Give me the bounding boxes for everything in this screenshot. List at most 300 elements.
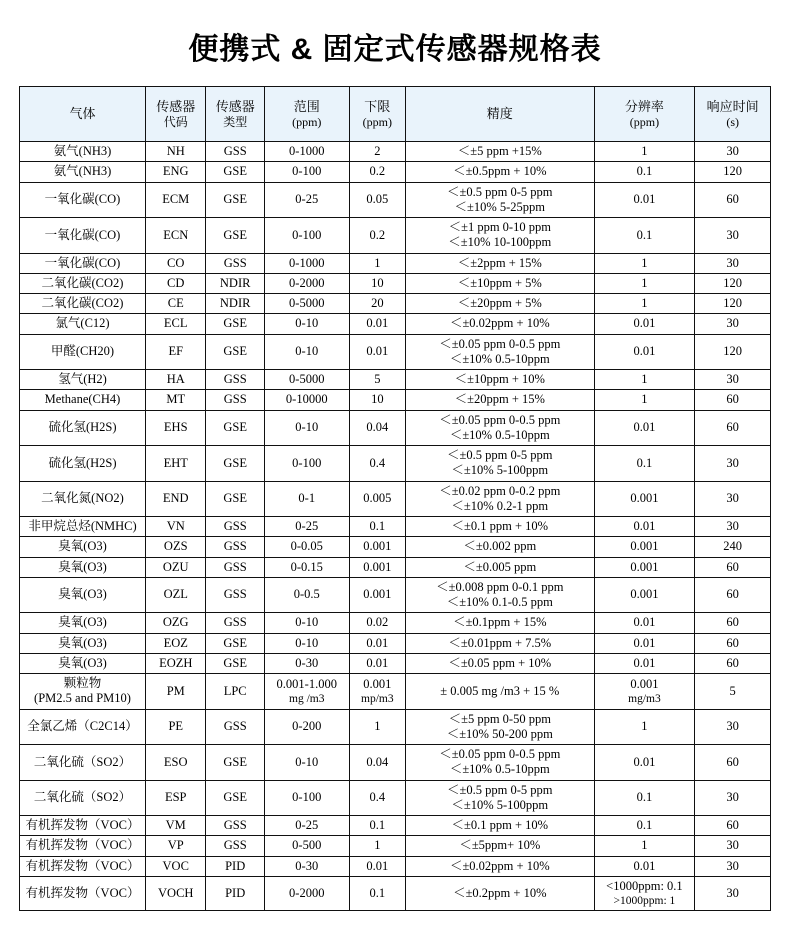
cell-accuracy-line1: ＜±0.05 ppm 0-0.5 ppm <box>439 412 561 427</box>
cell-response-time-line: 60 <box>726 818 739 832</box>
table-row <box>20 780 771 816</box>
cell-sensor-type <box>206 856 264 876</box>
cell-gas <box>20 557 146 577</box>
cell-sensor-code <box>146 273 206 293</box>
cell-lower-limit <box>349 537 405 557</box>
cell-sensor-code <box>146 780 206 816</box>
cell-response-time-line: 30 <box>726 885 739 900</box>
cell-sensor-type-line: GSE <box>223 491 247 506</box>
cell-sensor-code-line: ECM <box>162 192 190 207</box>
cell-accuracy <box>406 390 595 410</box>
cell-sensor-type-line: GSE <box>223 420 247 435</box>
cell-sensor-code <box>146 218 206 254</box>
cell-response-time <box>695 142 771 162</box>
cell-sensor-code <box>146 613 206 633</box>
table-row <box>20 162 771 182</box>
cell-response-time-line: 120 <box>723 296 743 310</box>
cell-range-line: 0-10 <box>295 635 319 650</box>
cell-range <box>264 390 349 410</box>
cell-sensor-code <box>146 537 206 557</box>
cell-gas <box>20 253 146 273</box>
cell-response-time-line: 60 <box>726 420 739 435</box>
cell-lower-limit-line: 0.05 <box>366 192 389 207</box>
cell-response-time-line: 30 <box>726 719 739 734</box>
cell-sensor-type <box>206 709 264 745</box>
col-header-response-time-main: 响应时间 <box>706 98 759 114</box>
cell-sensor-type <box>206 410 264 446</box>
cell-sensor-type <box>206 745 264 781</box>
cell-lower-limit-line: 0.01 <box>366 655 389 670</box>
cell-accuracy-line1: ＜±0.02ppm + 10% <box>449 316 550 331</box>
cell-resolution <box>594 816 695 836</box>
cell-accuracy-line1: ＜±0.02ppm + 10% <box>449 858 550 873</box>
cell-gas-line: 臭氧(O3) <box>58 655 107 670</box>
table-row <box>20 370 771 390</box>
cell-response-time <box>695 370 771 390</box>
cell-sensor-type-line: GSE <box>223 455 247 470</box>
table-row <box>20 674 771 710</box>
cell-resolution-line: 0.01 <box>633 655 656 670</box>
cell-range <box>264 273 349 293</box>
cell-gas-line: 臭氧(O3) <box>58 635 107 650</box>
cell-gas-line: 二氧化氮(NO2) <box>41 491 124 506</box>
cell-resolution <box>594 370 695 390</box>
cell-accuracy-line1: ＜±1 ppm 0-10 ppm <box>448 220 551 234</box>
cell-lower-limit-line: 5 <box>374 372 381 386</box>
table-row <box>20 142 771 162</box>
cell-range <box>264 745 349 781</box>
cell-range <box>264 294 349 314</box>
cell-gas <box>20 613 146 633</box>
cell-lower-limit <box>349 709 405 745</box>
cell-lower-limit-line: 0.2 <box>369 164 386 179</box>
cell-accuracy <box>406 674 595 710</box>
cell-sensor-type-line: GSE <box>223 790 247 805</box>
cell-lower-limit <box>349 836 405 856</box>
cell-resolution <box>594 273 695 293</box>
cell-lower-limit <box>349 745 405 781</box>
cell-accuracy-line1: ＜±2ppm + 15% <box>457 255 542 270</box>
cell-lower-limit <box>349 446 405 482</box>
cell-accuracy-line1: ＜±20ppm + 15% <box>454 392 545 407</box>
cell-sensor-code <box>146 674 206 710</box>
cell-accuracy <box>406 334 595 370</box>
cell-resolution-line: 0.001 <box>630 587 659 602</box>
cell-range-line: 0-100 <box>292 455 322 470</box>
cell-range-line: 0-100 <box>292 164 322 179</box>
cell-gas-line: 全氯乙烯（C2C14） <box>27 719 138 734</box>
cell-resolution-line: 0.01 <box>633 344 656 359</box>
cell-resolution <box>594 653 695 673</box>
page-title: 便携式 & 固定式传感器规格表 <box>188 33 602 66</box>
cell-lower-limit-line: 0.02 <box>366 615 389 630</box>
cell-gas <box>20 370 146 390</box>
cell-range <box>264 674 349 710</box>
cell-gas-line: 有机挥发物（VOC） <box>25 838 140 853</box>
cell-sensor-code <box>146 410 206 446</box>
cell-resolution-line: 0.001 <box>630 559 659 574</box>
cell-resolution-sub: >1000ppm: 1 <box>613 895 676 907</box>
cell-accuracy <box>406 653 595 673</box>
cell-accuracy <box>406 517 595 537</box>
cell-lower-limit-line: 1 <box>374 719 381 734</box>
cell-lower-limit-line: 10 <box>371 275 384 290</box>
cell-sensor-code <box>146 876 206 910</box>
cell-range <box>264 653 349 673</box>
cell-response-time-line: 30 <box>726 372 739 386</box>
cell-range-line: 0-10 <box>295 420 319 435</box>
cell-response-time <box>695 709 771 745</box>
cell-gas-line: 氢气(H2) <box>58 372 107 386</box>
cell-range-line: 0-5000 <box>289 372 325 386</box>
cell-range <box>264 709 349 745</box>
table-row <box>20 745 771 781</box>
cell-response-time-line: 60 <box>726 635 739 650</box>
cell-accuracy <box>406 410 595 446</box>
cell-response-time-line: 30 <box>726 858 739 873</box>
cell-resolution-line: 1 <box>641 392 648 407</box>
cell-sensor-code <box>146 334 206 370</box>
cell-sensor-code <box>146 162 206 182</box>
cell-gas-line: 硫化氢(H2S) <box>48 420 117 435</box>
cell-gas-line: 一氧化碳(CO) <box>44 255 121 270</box>
cell-accuracy <box>406 557 595 577</box>
col-header-range <box>264 87 349 142</box>
cell-gas <box>20 816 146 836</box>
cell-resolution <box>594 557 695 577</box>
cell-sensor-type <box>206 836 264 856</box>
cell-accuracy <box>406 876 595 910</box>
col-header-response-time <box>695 87 771 142</box>
cell-lower-limit <box>349 557 405 577</box>
cell-sensor-code <box>146 370 206 390</box>
cell-accuracy-line1: ＜±0.005 ppm <box>463 559 537 574</box>
cell-range-line: 0-2000 <box>289 275 325 290</box>
cell-lower-limit <box>349 613 405 633</box>
cell-resolution-line: 0.1 <box>636 227 653 242</box>
table-row <box>20 273 771 293</box>
table-body <box>20 142 771 911</box>
cell-gas-line: 硫化氢(H2S) <box>48 455 117 470</box>
col-header-gas-main: 气体 <box>69 106 96 122</box>
cell-lower-limit-line: 0.4 <box>369 455 386 470</box>
cell-lower-limit <box>349 517 405 537</box>
cell-lower-limit-line: 1 <box>374 838 381 853</box>
cell-sensor-type <box>206 253 264 273</box>
cell-resolution-line: 1 <box>641 838 648 853</box>
cell-sensor-code-line: CE <box>167 296 184 310</box>
cell-sensor-code <box>146 856 206 876</box>
cell-resolution-line: 0.01 <box>633 615 656 630</box>
cell-sensor-type-line: GSE <box>223 164 247 179</box>
cell-sensor-type-line: GSS <box>223 719 247 734</box>
cell-response-time <box>695 314 771 334</box>
cell-accuracy-line1: ＜±20ppm + 5% <box>457 296 542 310</box>
cell-accuracy-line1: ＜±0.5 ppm 0-5 ppm <box>447 782 553 797</box>
cell-lower-limit-line: 0.01 <box>366 858 389 873</box>
cell-sensor-type <box>206 273 264 293</box>
cell-resolution <box>594 517 695 537</box>
cell-accuracy-line1: ＜±5 ppm 0-50 ppm <box>448 711 551 726</box>
cell-resolution-line: 0.1 <box>636 164 653 179</box>
cell-accuracy-line2: ＜±10% 0.1-0.5 ppm <box>446 595 553 609</box>
cell-response-time-line: 60 <box>726 655 739 670</box>
cell-gas <box>20 218 146 254</box>
cell-response-time-line: 30 <box>726 455 739 470</box>
cell-accuracy <box>406 446 595 482</box>
cell-lower-limit-line: 1 <box>374 255 381 270</box>
header-row <box>20 87 771 142</box>
cell-lower-limit <box>349 218 405 254</box>
cell-lower-limit-line: 0.04 <box>366 754 389 769</box>
cell-response-time-line: 30 <box>726 227 739 242</box>
table-row <box>20 557 771 577</box>
cell-gas <box>20 273 146 293</box>
cell-range-line: 0-30 <box>295 858 319 873</box>
cell-gas-line: 一氧化碳(CO) <box>44 227 121 242</box>
cell-accuracy-line1: ＜±0.5ppm + 10% <box>453 164 547 179</box>
cell-gas <box>20 390 146 410</box>
cell-range <box>264 218 349 254</box>
table-row <box>20 410 771 446</box>
cell-gas-line: 二氧化碳(CO2) <box>41 275 124 290</box>
cell-resolution <box>594 674 695 710</box>
cell-gas-line: 臭氧(O3) <box>58 587 107 602</box>
cell-range <box>264 876 349 910</box>
cell-response-time <box>695 745 771 781</box>
cell-response-time-line: 60 <box>726 559 739 574</box>
cell-range-line: 0-200 <box>292 719 322 734</box>
cell-lower-limit-line: 0.1 <box>369 519 386 533</box>
cell-lower-limit <box>349 674 405 710</box>
table-row <box>20 446 771 482</box>
cell-sensor-code-line: ECN <box>163 227 189 242</box>
cell-sensor-code-line: OZL <box>163 587 188 602</box>
cell-gas-line: Methane(CH4) <box>44 392 121 407</box>
cell-resolution <box>594 218 695 254</box>
cell-response-time <box>695 876 771 910</box>
cell-sensor-code <box>146 577 206 613</box>
cell-accuracy <box>406 370 595 390</box>
cell-response-time-line: 30 <box>726 255 739 270</box>
col-header-sensor-type <box>206 87 264 142</box>
sensor-spec-table <box>19 86 771 911</box>
cell-accuracy <box>406 294 595 314</box>
cell-gas-line: 氨气(NH3) <box>53 164 112 179</box>
cell-gas <box>20 481 146 517</box>
cell-resolution-line: 0.001 <box>630 676 659 691</box>
cell-lower-limit <box>349 294 405 314</box>
cell-gas <box>20 577 146 613</box>
col-header-sensor-code <box>146 87 206 142</box>
table-row <box>20 253 771 273</box>
cell-sensor-code-line: EF <box>168 344 184 359</box>
cell-sensor-type-line: GSS <box>223 144 247 158</box>
cell-lower-limit <box>349 577 405 613</box>
table-row <box>20 856 771 876</box>
col-header-range-sub: (ppm) <box>292 114 322 129</box>
cell-response-time <box>695 613 771 633</box>
cell-resolution <box>594 876 695 910</box>
cell-range-line: 0-10 <box>295 754 319 769</box>
cell-response-time <box>695 577 771 613</box>
cell-range <box>264 613 349 633</box>
col-header-sensor-code-main: 传感器 <box>156 98 196 114</box>
cell-sensor-type-line: GSS <box>223 372 247 386</box>
cell-sensor-code <box>146 836 206 856</box>
cell-accuracy-line2: ＜±10% 5-100ppm <box>451 797 549 812</box>
cell-accuracy <box>406 780 595 816</box>
cell-sensor-type <box>206 674 264 710</box>
cell-sensor-code-line: EOZH <box>159 655 193 670</box>
cell-accuracy <box>406 577 595 613</box>
cell-accuracy <box>406 273 595 293</box>
cell-resolution-line: 1 <box>641 719 648 734</box>
cell-response-time <box>695 162 771 182</box>
cell-resolution-line: 0.001 <box>630 539 659 554</box>
cell-range <box>264 370 349 390</box>
cell-lower-limit <box>349 653 405 673</box>
cell-response-time <box>695 182 771 218</box>
cell-resolution <box>594 410 695 446</box>
cell-response-time-line: 60 <box>726 615 739 630</box>
cell-sensor-type-line: GSE <box>223 344 247 359</box>
cell-sensor-type <box>206 537 264 557</box>
cell-gas <box>20 745 146 781</box>
cell-sensor-code-line: VM <box>165 818 186 832</box>
cell-sensor-code-line: EHT <box>163 455 188 470</box>
cell-gas <box>20 633 146 653</box>
cell-sensor-code <box>146 633 206 653</box>
cell-accuracy-line1: ＜±0.5 ppm 0-5 ppm <box>447 184 553 199</box>
cell-resolution <box>594 253 695 273</box>
cell-range-line: 0-10 <box>295 615 319 630</box>
cell-range-line: 0-100 <box>292 227 322 242</box>
cell-resolution-line: 1 <box>641 275 648 290</box>
cell-lower-limit <box>349 142 405 162</box>
col-header-resolution <box>594 87 695 142</box>
cell-lower-limit <box>349 273 405 293</box>
cell-sensor-code-line: VP <box>167 838 184 853</box>
cell-lower-limit-line: 20 <box>371 296 384 310</box>
cell-sensor-type <box>206 390 264 410</box>
cell-gas-line: 有机挥发物（VOC） <box>25 885 140 900</box>
cell-range-line: 0-25 <box>295 192 319 207</box>
table-row <box>20 653 771 673</box>
cell-sensor-code <box>146 557 206 577</box>
cell-resolution-sub: mg/m3 <box>628 692 661 705</box>
cell-gas-line: 臭氧(O3) <box>58 559 107 574</box>
cell-accuracy <box>406 745 595 781</box>
cell-accuracy-line1: ＜±0.1 ppm + 10% <box>451 818 549 832</box>
cell-range <box>264 481 349 517</box>
cell-sensor-code-line: EHS <box>163 420 188 435</box>
cell-range-line: 0-500 <box>292 838 322 853</box>
cell-accuracy <box>406 816 595 836</box>
cell-sensor-code-line: NH <box>166 144 185 158</box>
cell-lower-limit-line: 0.001 <box>363 559 392 574</box>
cell-gas-line: 二氧化硫（SO2） <box>33 790 132 805</box>
cell-sensor-type <box>206 613 264 633</box>
col-header-sensor-type-sub: 类型 <box>223 114 248 129</box>
cell-sensor-type-line: LPC <box>223 683 247 698</box>
cell-response-time-line: 30 <box>726 316 739 331</box>
cell-resolution <box>594 390 695 410</box>
cell-range-line: 0-1000 <box>289 144 325 158</box>
cell-gas-line: 臭氧(O3) <box>58 539 107 554</box>
cell-lower-limit-line: 0.001 <box>363 676 392 691</box>
cell-accuracy <box>406 182 595 218</box>
cell-sensor-type <box>206 294 264 314</box>
cell-gas-line: 有机挥发物（VOC） <box>25 818 140 832</box>
cell-sensor-code <box>146 390 206 410</box>
table-row <box>20 577 771 613</box>
cell-lower-limit-line: 0.005 <box>363 491 392 506</box>
cell-resolution <box>594 294 695 314</box>
table-row <box>20 294 771 314</box>
cell-sensor-code-line: END <box>162 491 189 506</box>
cell-sensor-type <box>206 162 264 182</box>
cell-lower-limit <box>349 876 405 910</box>
cell-range-sub: mg /m3 <box>289 692 325 705</box>
cell-gas <box>20 182 146 218</box>
cell-gas <box>20 517 146 537</box>
cell-response-time <box>695 481 771 517</box>
cell-response-time <box>695 836 771 856</box>
cell-sensor-code <box>146 253 206 273</box>
cell-range-line: 0-0.5 <box>293 587 320 602</box>
col-header-lower-limit-main: 下限 <box>364 98 391 114</box>
cell-gas-line: 氯气(C12) <box>55 316 110 331</box>
table-row <box>20 314 771 334</box>
cell-range-line: 0-100 <box>292 790 322 805</box>
cell-accuracy <box>406 162 595 182</box>
cell-accuracy-line1: ＜±0.1 ppm + 10% <box>451 519 549 533</box>
cell-lower-limit-line: 0.4 <box>369 790 386 805</box>
cell-range-line: 0-10000 <box>285 392 328 407</box>
cell-resolution <box>594 446 695 482</box>
cell-response-time-line: 120 <box>723 275 743 290</box>
cell-resolution <box>594 334 695 370</box>
cell-sensor-type <box>206 816 264 836</box>
col-header-response-time-sub: (s) <box>726 114 739 129</box>
cell-accuracy-line1: ＜±0.05 ppm 0-0.5 ppm <box>439 336 561 351</box>
cell-response-time <box>695 653 771 673</box>
cell-accuracy <box>406 253 595 273</box>
cell-gas <box>20 294 146 314</box>
table-row <box>20 816 771 836</box>
cell-range <box>264 816 349 836</box>
cell-response-time-line: 30 <box>726 491 739 506</box>
cell-sensor-type-line: NDIR <box>219 296 251 310</box>
cell-response-time-line: 60 <box>726 587 739 602</box>
cell-lower-limit <box>349 633 405 653</box>
cell-response-time <box>695 557 771 577</box>
col-header-lower-limit <box>349 87 405 142</box>
table-row <box>20 537 771 557</box>
cell-response-time <box>695 218 771 254</box>
table-row <box>20 390 771 410</box>
cell-response-time-line: 30 <box>726 790 739 805</box>
cell-gas <box>20 446 146 482</box>
cell-accuracy <box>406 613 595 633</box>
cell-response-time <box>695 674 771 710</box>
cell-range <box>264 856 349 876</box>
cell-resolution <box>594 142 695 162</box>
cell-accuracy-line1: ＜±0.05 ppm 0-0.5 ppm <box>439 747 561 761</box>
cell-resolution-line: 0.01 <box>633 519 656 533</box>
cell-sensor-type-line: GSS <box>223 255 247 270</box>
